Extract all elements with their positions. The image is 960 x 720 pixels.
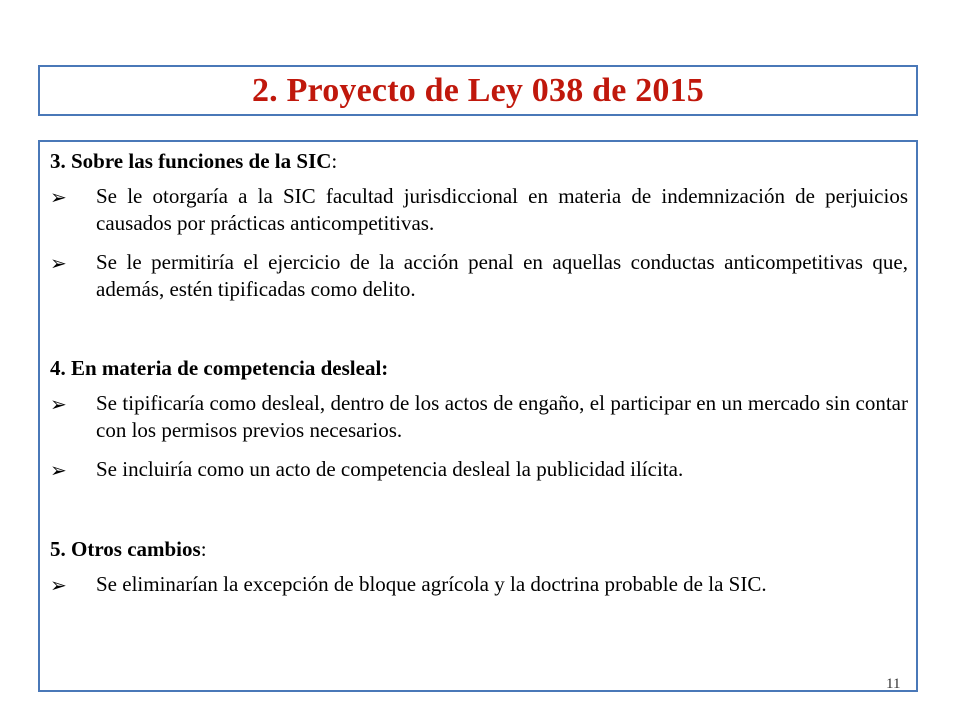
list-item	[50, 183, 908, 237]
section-heading	[50, 536, 908, 562]
bullet-list	[50, 571, 908, 599]
arrow-bullet-icon: ➢	[50, 458, 67, 482]
arrow-bullet-icon: ➢	[50, 573, 67, 597]
bullet-text: Se eliminarían la excepción de bloque agrícola y la doctrina probable de la SIC.	[96, 572, 767, 596]
bullet-text: Se le permitiría el ejercicio de la acción penal en aquellas conductas anticompetitivas que, además, estén tipificadas como delito.	[96, 250, 908, 301]
section-unfair-competition	[50, 355, 908, 484]
section-heading	[50, 148, 908, 174]
bullet-list	[50, 183, 908, 303]
list-item	[50, 571, 908, 599]
slide-title: 2. Proyecto de Ley 038 de 2015	[251, 71, 705, 109]
section-sic-functions	[50, 148, 908, 303]
section-heading-text: 4. En materia de competencia desleal	[50, 356, 382, 380]
arrow-bullet-icon: ➢	[50, 251, 67, 275]
content-box	[38, 140, 918, 692]
bullet-text: Se tipificaría como desleal, dentro de los actos de engaño, el participar en un mercado sin contar con los permisos previos necesarios.	[96, 391, 908, 442]
list-item	[50, 456, 908, 484]
page-number: 11	[886, 676, 901, 692]
bullet-text: Se le otorgaría a la SIC facultad jurisdiccional en materia de indemnización de perjuicios causados por prácticas anticompetitivas.	[96, 184, 908, 235]
section-heading-colon: :	[200, 537, 207, 561]
title-box	[38, 65, 918, 116]
list-item	[50, 390, 908, 444]
section-spacer	[50, 315, 908, 355]
arrow-bullet-icon: ➢	[50, 392, 67, 416]
section-heading-text: 3. Sobre las funciones de la SIC	[50, 149, 332, 173]
arrow-bullet-icon: ➢	[50, 185, 67, 209]
section-heading-colon: :	[331, 149, 338, 173]
section-other-changes	[50, 536, 908, 599]
bullet-list	[50, 390, 908, 484]
section-heading	[50, 355, 908, 381]
bullet-text: Se incluiría como un acto de competencia desleal la publicidad ilícita.	[96, 457, 684, 481]
list-item	[50, 249, 908, 303]
section-heading-colon: :	[381, 356, 389, 380]
section-heading-text: 5. Otros cambios	[50, 537, 201, 561]
section-spacer	[50, 496, 908, 536]
